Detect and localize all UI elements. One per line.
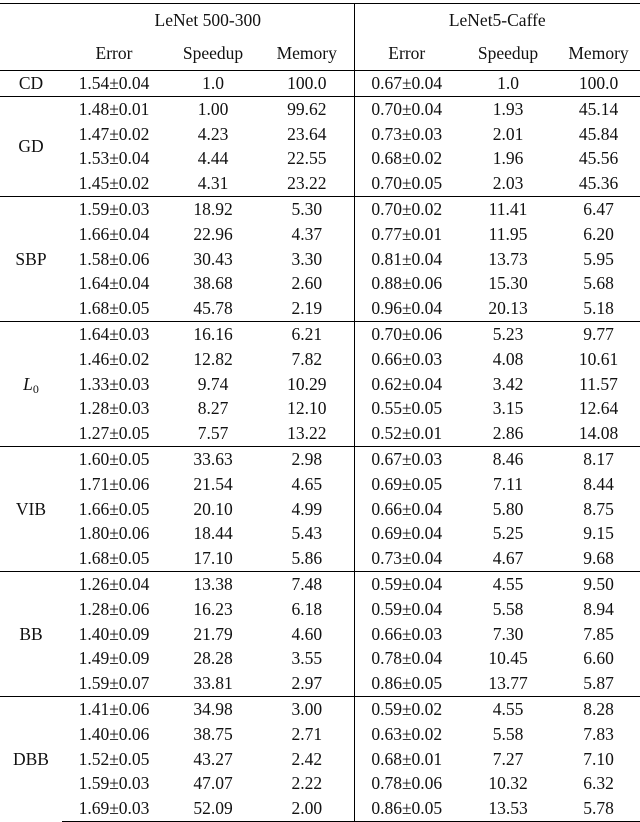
table-cell: 7.83 xyxy=(583,723,614,744)
table-cell: 1.26±0.04 xyxy=(62,571,166,596)
table-cell: 2.19 xyxy=(260,296,354,321)
table-cell: 45.84 xyxy=(578,123,619,144)
table-cell: 0.66±0.03 xyxy=(371,348,443,369)
table-cell: 0.88±0.06 xyxy=(371,273,443,294)
table-cell: 45.78 xyxy=(193,298,233,319)
table-cell: 6.32 xyxy=(583,773,614,794)
table-cell: 0.59±0.04 xyxy=(354,571,459,596)
table-cell: 9.68 xyxy=(583,548,614,569)
table-cell: 100.0 xyxy=(557,71,640,97)
method-block xyxy=(0,696,640,821)
table-cell: 6.47 xyxy=(557,196,640,221)
table-cell: 14.08 xyxy=(578,423,619,444)
table-cell: 22.55 xyxy=(260,146,354,171)
table-cell: 11.41 xyxy=(459,196,557,221)
table-cell: 1.93 xyxy=(459,96,557,121)
table-row xyxy=(0,747,640,772)
table-row xyxy=(0,71,640,97)
table-cell: 1.64±0.03 xyxy=(62,321,166,346)
table-cell: 3.42 xyxy=(492,373,524,394)
table-cell: 0.86±0.05 xyxy=(371,673,443,694)
table-cell: 9.77 xyxy=(557,321,640,346)
table-cell: 18.92 xyxy=(166,196,260,221)
table-cell: 1.68±0.05 xyxy=(78,548,150,569)
table-cell: 0.73±0.04 xyxy=(371,548,443,569)
table-cell: 9.74 xyxy=(197,373,229,394)
table-row xyxy=(0,521,640,546)
table-cell: 1.59±0.03 xyxy=(62,196,166,221)
corner-cell xyxy=(0,37,62,71)
table-cell: 4.67 xyxy=(492,548,524,569)
table-cell: 45.14 xyxy=(557,96,640,121)
column-header: Error xyxy=(354,37,459,71)
table-cell: 0.69±0.05 xyxy=(371,473,443,494)
method-name: SBP xyxy=(15,248,47,269)
method-block xyxy=(0,196,640,321)
results-table xyxy=(0,3,640,822)
table-cell: 45.36 xyxy=(578,173,619,194)
table-cell: 7.11 xyxy=(493,473,523,494)
table-cell: 5.87 xyxy=(583,673,614,694)
table-cell: 2.98 xyxy=(260,446,354,471)
table-cell: 13.77 xyxy=(488,673,528,694)
table-cell: 0.55±0.05 xyxy=(371,398,443,419)
table-row xyxy=(0,296,640,321)
table-cell: 2.00 xyxy=(260,796,354,821)
table-cell: 9.15 xyxy=(583,523,614,544)
table-cell: 0.78±0.06 xyxy=(371,773,443,794)
table-row xyxy=(0,722,640,747)
table-row xyxy=(0,446,640,471)
table-row xyxy=(0,247,640,272)
table-cell: 7.48 xyxy=(260,571,354,596)
table-cell: 5.18 xyxy=(583,298,614,319)
table-cell: 1.69±0.03 xyxy=(62,796,166,821)
table-cell: 7.10 xyxy=(583,748,614,769)
table-cell: 1.60±0.05 xyxy=(62,446,166,471)
table-cell: 1.46±0.02 xyxy=(78,348,150,369)
table-cell: 1.64±0.04 xyxy=(78,273,150,294)
table-cell: 10.61 xyxy=(578,348,619,369)
table-cell: 0.86±0.05 xyxy=(354,796,459,821)
method-label xyxy=(0,446,62,571)
table-cell: 1.00 xyxy=(166,96,260,121)
table-cell: 1.52±0.05 xyxy=(78,748,150,769)
method-label xyxy=(0,96,62,196)
table-row xyxy=(0,771,640,796)
table-cell: 23.64 xyxy=(260,122,354,147)
table-cell: 13.53 xyxy=(459,796,557,821)
table-cell: 0.67±0.03 xyxy=(354,446,459,471)
table-row xyxy=(0,146,640,171)
table-cell: 0.62±0.04 xyxy=(371,373,443,394)
table-row xyxy=(0,196,640,221)
table-cell: 5.78 xyxy=(557,796,640,821)
table-cell: 43.27 xyxy=(193,748,233,769)
table-cell: 8.75 xyxy=(583,498,614,519)
table-cell: 10.32 xyxy=(488,773,528,794)
table-cell: 4.44 xyxy=(197,148,229,169)
table-cell: 11.95 xyxy=(488,223,528,244)
table-cell: 1.53±0.04 xyxy=(78,148,150,169)
table-row xyxy=(0,646,640,671)
column-header: Memory xyxy=(557,37,640,71)
table-cell: 10.29 xyxy=(260,372,354,397)
table-row xyxy=(0,421,640,446)
table-cell: 11.57 xyxy=(579,373,618,394)
table-cell: 0.81±0.04 xyxy=(371,248,443,269)
corner-cell xyxy=(0,4,62,38)
table-cell: 16.16 xyxy=(166,321,260,346)
table-cell: 1.66±0.05 xyxy=(78,498,150,519)
table-cell: 1.66±0.04 xyxy=(78,223,150,244)
table-cell: 3.00 xyxy=(260,696,354,721)
table-cell: 23.22 xyxy=(260,171,354,196)
table-cell: 0.66±0.03 xyxy=(371,623,443,644)
table-row xyxy=(0,597,640,622)
table-cell: 5.68 xyxy=(583,273,614,294)
table-row xyxy=(0,347,640,372)
table-cell: 4.55 xyxy=(459,696,557,721)
table-cell: 38.68 xyxy=(193,273,233,294)
method-block xyxy=(0,321,640,446)
column-header: Speedup xyxy=(166,37,260,71)
table-cell: 22.96 xyxy=(193,223,233,244)
table-cell: 8.17 xyxy=(557,446,640,471)
table-cell: 1.41±0.06 xyxy=(62,696,166,721)
table-cell: 8.94 xyxy=(583,598,614,619)
table-cell: 6.21 xyxy=(260,321,354,346)
table-cell: 2.22 xyxy=(260,771,354,796)
method-name: L xyxy=(23,373,33,394)
table-cell: 2.60 xyxy=(260,271,354,296)
method-name: GD xyxy=(18,135,44,156)
table-row xyxy=(0,497,640,522)
table-cell: 1.0 xyxy=(166,71,260,97)
table-cell: 38.75 xyxy=(193,723,233,744)
column-header: Speedup xyxy=(459,37,557,71)
table-cell: 3.30 xyxy=(260,247,354,272)
table-cell: 21.54 xyxy=(193,473,233,494)
table-cell: 1.49±0.09 xyxy=(78,648,150,669)
table-cell: 2.86 xyxy=(492,423,524,444)
table-cell: 7.85 xyxy=(583,623,614,644)
table-cell: 12.10 xyxy=(260,396,354,421)
table-cell: 0.96±0.04 xyxy=(371,298,443,319)
group-header-row xyxy=(0,4,640,38)
table-cell: 1.58±0.06 xyxy=(78,248,150,269)
table-cell: 5.86 xyxy=(260,546,354,571)
table-cell: 0.70±0.06 xyxy=(354,321,459,346)
table-cell: 30.43 xyxy=(193,248,233,269)
method-block xyxy=(0,71,640,97)
table-cell: 7.30 xyxy=(492,623,524,644)
table-cell: 1.48±0.01 xyxy=(62,96,166,121)
table-cell: 4.31 xyxy=(197,173,229,194)
table-cell: 9.50 xyxy=(557,571,640,596)
table-cell: 52.09 xyxy=(166,796,260,821)
table-cell: 13.73 xyxy=(488,248,528,269)
table-header xyxy=(0,4,640,71)
table-cell: 2.42 xyxy=(260,747,354,772)
table-cell: 45.56 xyxy=(578,148,619,169)
table-cell: 6.60 xyxy=(583,648,614,669)
column-header: Error xyxy=(62,37,166,71)
table-row xyxy=(0,96,640,121)
table-cell: 1.28±0.06 xyxy=(78,598,150,619)
table-cell: 16.23 xyxy=(193,598,233,619)
table-cell: 20.10 xyxy=(193,498,233,519)
table-cell: 6.20 xyxy=(583,223,614,244)
table-cell: 4.08 xyxy=(492,348,524,369)
table-cell: 8.46 xyxy=(459,446,557,471)
table-cell: 7.57 xyxy=(197,423,229,444)
table-row xyxy=(0,122,640,147)
table-cell: 47.07 xyxy=(193,773,233,794)
method-label xyxy=(0,71,62,97)
table-row xyxy=(0,696,640,721)
table-cell: 5.58 xyxy=(492,598,524,619)
method-block xyxy=(0,446,640,571)
method-label xyxy=(0,571,62,696)
table-cell: 2.71 xyxy=(260,722,354,747)
table-row xyxy=(0,271,640,296)
table-cell: 0.67±0.04 xyxy=(354,71,459,97)
table-cell: 4.65 xyxy=(260,472,354,497)
table-row xyxy=(0,622,640,647)
table-cell: 0.63±0.02 xyxy=(371,723,443,744)
method-name: DBB xyxy=(13,748,49,769)
table-cell: 0.66±0.04 xyxy=(371,498,443,519)
table-cell: 4.37 xyxy=(260,222,354,247)
table-cell: 100.0 xyxy=(260,71,354,97)
table-row xyxy=(0,571,640,596)
table-row xyxy=(0,671,640,696)
method-label xyxy=(0,196,62,321)
table-cell: 2.01 xyxy=(492,123,524,144)
table-cell: 0.69±0.04 xyxy=(371,523,443,544)
table-cell: 0.70±0.05 xyxy=(371,173,443,194)
table-cell: 1.47±0.02 xyxy=(78,123,150,144)
table-cell: 8.27 xyxy=(197,398,229,419)
table-cell: 7.27 xyxy=(492,748,524,769)
table-cell: 28.28 xyxy=(193,648,233,669)
table-cell: 5.58 xyxy=(492,723,524,744)
table-cell: 6.18 xyxy=(260,597,354,622)
table-row xyxy=(0,372,640,397)
table-cell: 1.28±0.03 xyxy=(78,398,150,419)
method-block xyxy=(0,571,640,696)
table-row xyxy=(0,321,640,346)
table-row xyxy=(0,171,640,196)
table-cell: 0.77±0.01 xyxy=(371,223,443,244)
table-cell: 0.52±0.01 xyxy=(371,423,443,444)
table-cell: 5.23 xyxy=(459,321,557,346)
table-cell: 7.82 xyxy=(260,347,354,372)
table-cell: 0.70±0.02 xyxy=(354,196,459,221)
table-cell: 1.45±0.02 xyxy=(78,173,150,194)
table-cell: 5.95 xyxy=(583,248,614,269)
table-cell: 1.96 xyxy=(492,148,524,169)
method-name: CD xyxy=(18,73,44,93)
table-cell: 0.78±0.04 xyxy=(371,648,443,669)
table-cell: 12.64 xyxy=(578,398,619,419)
table-cell: 5.43 xyxy=(260,521,354,546)
table-cell: 12.82 xyxy=(193,348,233,369)
table-cell: 8.44 xyxy=(583,473,614,494)
table-cell: 2.03 xyxy=(492,173,524,194)
table-row xyxy=(0,796,640,821)
table-cell: 0.59±0.02 xyxy=(354,696,459,721)
table-cell: 2.97 xyxy=(260,671,354,696)
table-cell: 3.15 xyxy=(492,398,524,419)
table-cell: 18.44 xyxy=(193,523,233,544)
table-cell: 1.59±0.03 xyxy=(78,773,150,794)
table-cell: 13.22 xyxy=(260,421,354,446)
table-cell: 99.62 xyxy=(260,96,354,121)
table-row xyxy=(0,546,640,571)
table-cell: 0.68±0.02 xyxy=(371,148,443,169)
method-subscript: 0 xyxy=(32,381,39,396)
column-header: Memory xyxy=(260,37,354,71)
group-header-left: LeNet 500-300 xyxy=(62,4,354,38)
table-cell: 4.60 xyxy=(260,622,354,647)
table-cell: 1.0 xyxy=(459,71,557,97)
table-cell: 1.71±0.06 xyxy=(78,473,150,494)
table-row xyxy=(0,472,640,497)
method-block xyxy=(0,96,640,196)
table-cell: 0.70±0.04 xyxy=(354,96,459,121)
table-cell: 5.80 xyxy=(492,498,524,519)
table-cell: 1.54±0.04 xyxy=(62,71,166,97)
table-cell: 3.55 xyxy=(260,646,354,671)
table-cell: 4.55 xyxy=(459,571,557,596)
table-cell: 1.68±0.05 xyxy=(78,298,150,319)
table-cell: 5.30 xyxy=(260,196,354,221)
table-cell: 13.38 xyxy=(166,571,260,596)
table-cell: 1.27±0.05 xyxy=(78,423,150,444)
table-cell: 1.40±0.06 xyxy=(78,723,150,744)
table-cell: 1.80±0.06 xyxy=(78,523,150,544)
method-label xyxy=(0,321,62,446)
method-label xyxy=(0,696,62,821)
table-cell: 21.79 xyxy=(193,623,233,644)
table-cell: 4.23 xyxy=(197,123,229,144)
table-cell: 33.63 xyxy=(166,446,260,471)
table-cell: 20.13 xyxy=(488,298,528,319)
method-name: VIB xyxy=(15,498,47,519)
group-header-right: LeNet5-Caffe xyxy=(354,4,640,38)
table-cell: 34.98 xyxy=(166,696,260,721)
table-cell: 0.68±0.01 xyxy=(371,748,443,769)
table-cell: 1.40±0.09 xyxy=(78,623,150,644)
table-cell: 15.30 xyxy=(488,273,528,294)
table-cell: 33.81 xyxy=(193,673,233,694)
table-cell: 5.25 xyxy=(492,523,524,544)
table-cell: 1.33±0.03 xyxy=(78,373,150,394)
table-row xyxy=(0,396,640,421)
table-cell: 1.59±0.07 xyxy=(78,673,150,694)
table-cell: 0.59±0.04 xyxy=(371,598,443,619)
table-cell: 17.10 xyxy=(193,548,233,569)
table-cell: 8.28 xyxy=(557,696,640,721)
table-cell: 0.73±0.03 xyxy=(371,123,443,144)
method-name: BB xyxy=(19,623,43,644)
table-row xyxy=(0,222,640,247)
column-header-row xyxy=(0,37,640,71)
table-cell: 4.99 xyxy=(260,497,354,522)
table-cell: 10.45 xyxy=(488,648,528,669)
